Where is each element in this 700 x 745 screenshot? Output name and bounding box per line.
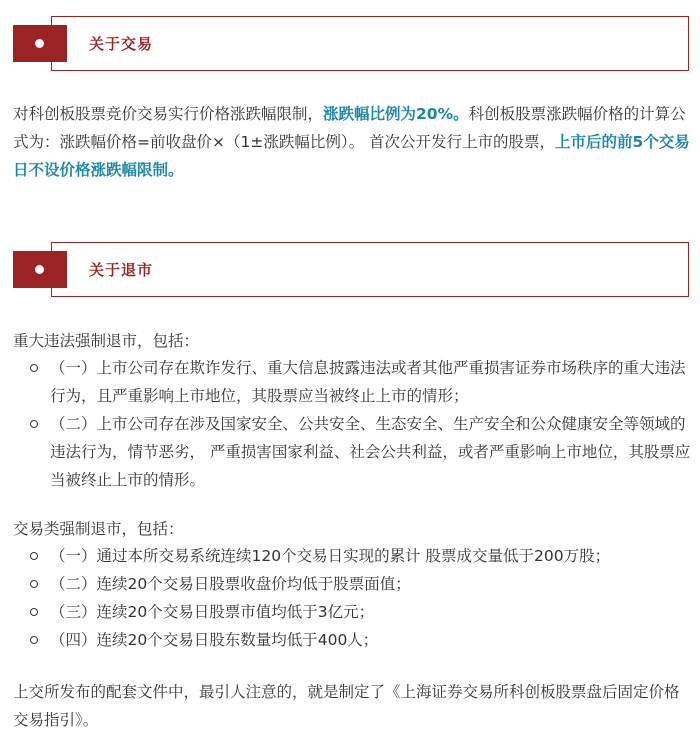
section-title: 关于退市: [89, 261, 154, 279]
circle-bullet-icon: [30, 420, 38, 428]
list-item: [13, 598, 693, 626]
list-item: [13, 542, 693, 570]
list-item-text: （二）上市公司存在涉及国家安全、公共安全、生态安全、生产安全和公众健康安全等领域的违法行为，情节恶劣， 严重损害国家利益、社会公共利益，或者严重影响上市地位，其股票应当被终止上市的情形。: [50, 415, 691, 489]
trading-delisting-list: [13, 542, 693, 654]
trading-delisting-intro: 交易类强制退市，包括：: [13, 520, 184, 538]
list-item: [13, 626, 693, 654]
closing-paragraph: 上交所发布的配套文件中，最引人注意的，就是制定了《上海证券交易所科创板股票盘后固定价格交易指引》。: [13, 683, 680, 729]
highlight-text: 涨跌幅比例为20%。: [323, 105, 469, 123]
section-title: 关于交易: [89, 35, 154, 53]
major-violation-intro: 重大违法强制退市，包括：: [13, 332, 200, 350]
section-header-delisting: [13, 242, 688, 297]
trading-paragraph: [13, 100, 693, 184]
circle-bullet-icon: [30, 580, 38, 588]
dot-icon: [35, 265, 44, 274]
list-item: [13, 354, 693, 410]
circle-bullet-icon: [30, 608, 38, 616]
header-marker: [13, 251, 67, 288]
section-header-trading: [13, 16, 688, 71]
circle-bullet-icon: [30, 364, 38, 372]
list-item-text: （一）上市公司存在欺诈发行、重大信息披露违法或者其他严重损害证券市场秩序的重大违法行为，且严重影响上市地位，其股票应当被终止上市的情形；: [50, 359, 686, 405]
circle-bullet-icon: [30, 552, 38, 560]
list-item: [13, 570, 693, 598]
text-segment: 对科创板股票竞价交易实行价格涨跌幅限制，: [13, 105, 324, 123]
list-item: [13, 410, 693, 494]
dot-icon: [35, 39, 44, 48]
major-violation-list: [13, 354, 693, 494]
list-item-text: （四）连续20个交易日股东数量均低于400人；: [50, 631, 379, 649]
circle-bullet-icon: [30, 636, 38, 644]
list-item-text: （二）连续20个交易日股票收盘价均低于股票面值；: [50, 575, 411, 593]
list-item-text: （三）连续20个交易日股票市值均低于3亿元；: [50, 603, 375, 621]
header-marker: [13, 25, 67, 62]
highlight-text: 上市后的前5个交易日不设价格涨跌幅限制。: [13, 133, 690, 179]
list-item-text: （一）通过本所交易系统连续120个交易日实现的累计 股票成交量低于200万股；: [50, 547, 611, 565]
text-segment: 科创板股票涨跌幅价格的计算公式为：涨跌幅价格=前收盘价×（1±涨跌幅比例）。 首次公开发行上市的股票，: [13, 105, 686, 151]
